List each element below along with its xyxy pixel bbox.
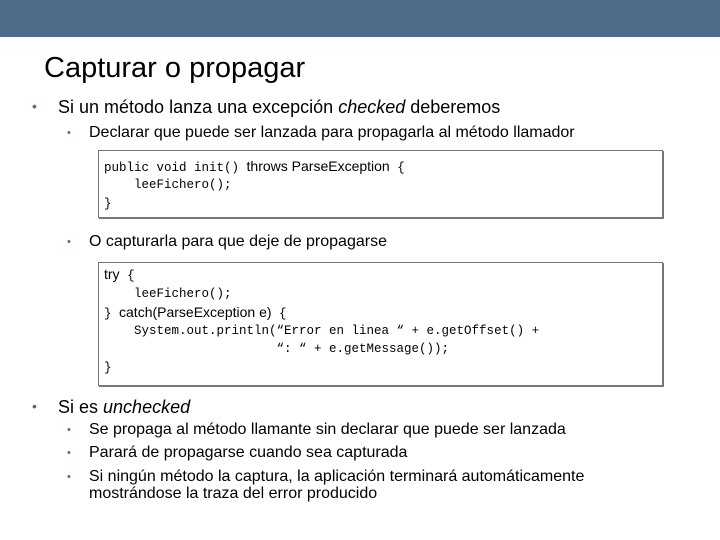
subbullet-terminate-cont [89,484,377,504]
code-line: System.out.println(“Error en linea “ + e.getOffset() + [104,324,540,338]
code-text: try [104,266,120,282]
subbullet-text: Declarar que puede ser lanzada para propagarla al método llamador [89,124,575,141]
bullet-text: deberemos [405,97,501,117]
subbullet-text: Parará de propagarse cuando sea capturada [89,444,408,461]
bullet-icon: • [32,98,37,114]
code-line [104,265,135,285]
bullet-emphasis: checked [338,97,406,117]
bullet-icon: • [67,236,71,248]
header-bar [0,0,720,37]
code-text: } [104,307,120,321]
subbullet-text: Si ningún método la captura, la aplicación terminará automáticamente [89,468,585,485]
bullet-icon: • [67,127,71,139]
bullet-icon: • [32,398,37,414]
code-line [104,157,405,177]
subbullet-text: O capturarla para que deje de propagarse [89,233,387,250]
code-line: } [104,361,112,375]
code-line: “: “ + e.getMessage()); [104,342,450,356]
bullet-checked [32,96,501,118]
bullet-icon: • [67,471,71,483]
subbullet-text: mostrándose la traza del error producido [89,485,378,502]
bullet-icon: • [67,424,71,436]
code-text: { [271,307,287,321]
bullet-icon: • [67,447,71,459]
code-block-throws [98,150,663,218]
code-line: leeFichero(); [104,287,232,301]
bullet-unchecked [32,396,191,418]
subbullet-declare [67,123,575,143]
bullet-text: Si es [58,397,104,417]
code-block-try-catch [98,262,663,386]
code-line: } [104,197,112,211]
slide-title: Capturar o propagar [44,52,306,84]
code-text: public void init() [104,161,247,175]
subbullet-stop [67,443,408,463]
code-text: catch(ParseException e) [119,304,272,320]
code-text: { [389,161,405,175]
code-text: throws ParseException [246,158,390,174]
code-line: leeFichero(); [104,178,232,192]
subbullet-catch [67,232,387,252]
bullet-text: Si un método lanza una excepción [58,97,339,117]
code-line [104,303,287,323]
code-text: { [119,269,135,283]
bullet-emphasis: unchecked [103,397,191,417]
subbullet-propagate [67,420,566,440]
subbullet-text: Se propaga al método llamante sin declarar que puede ser lanzada [89,421,566,438]
